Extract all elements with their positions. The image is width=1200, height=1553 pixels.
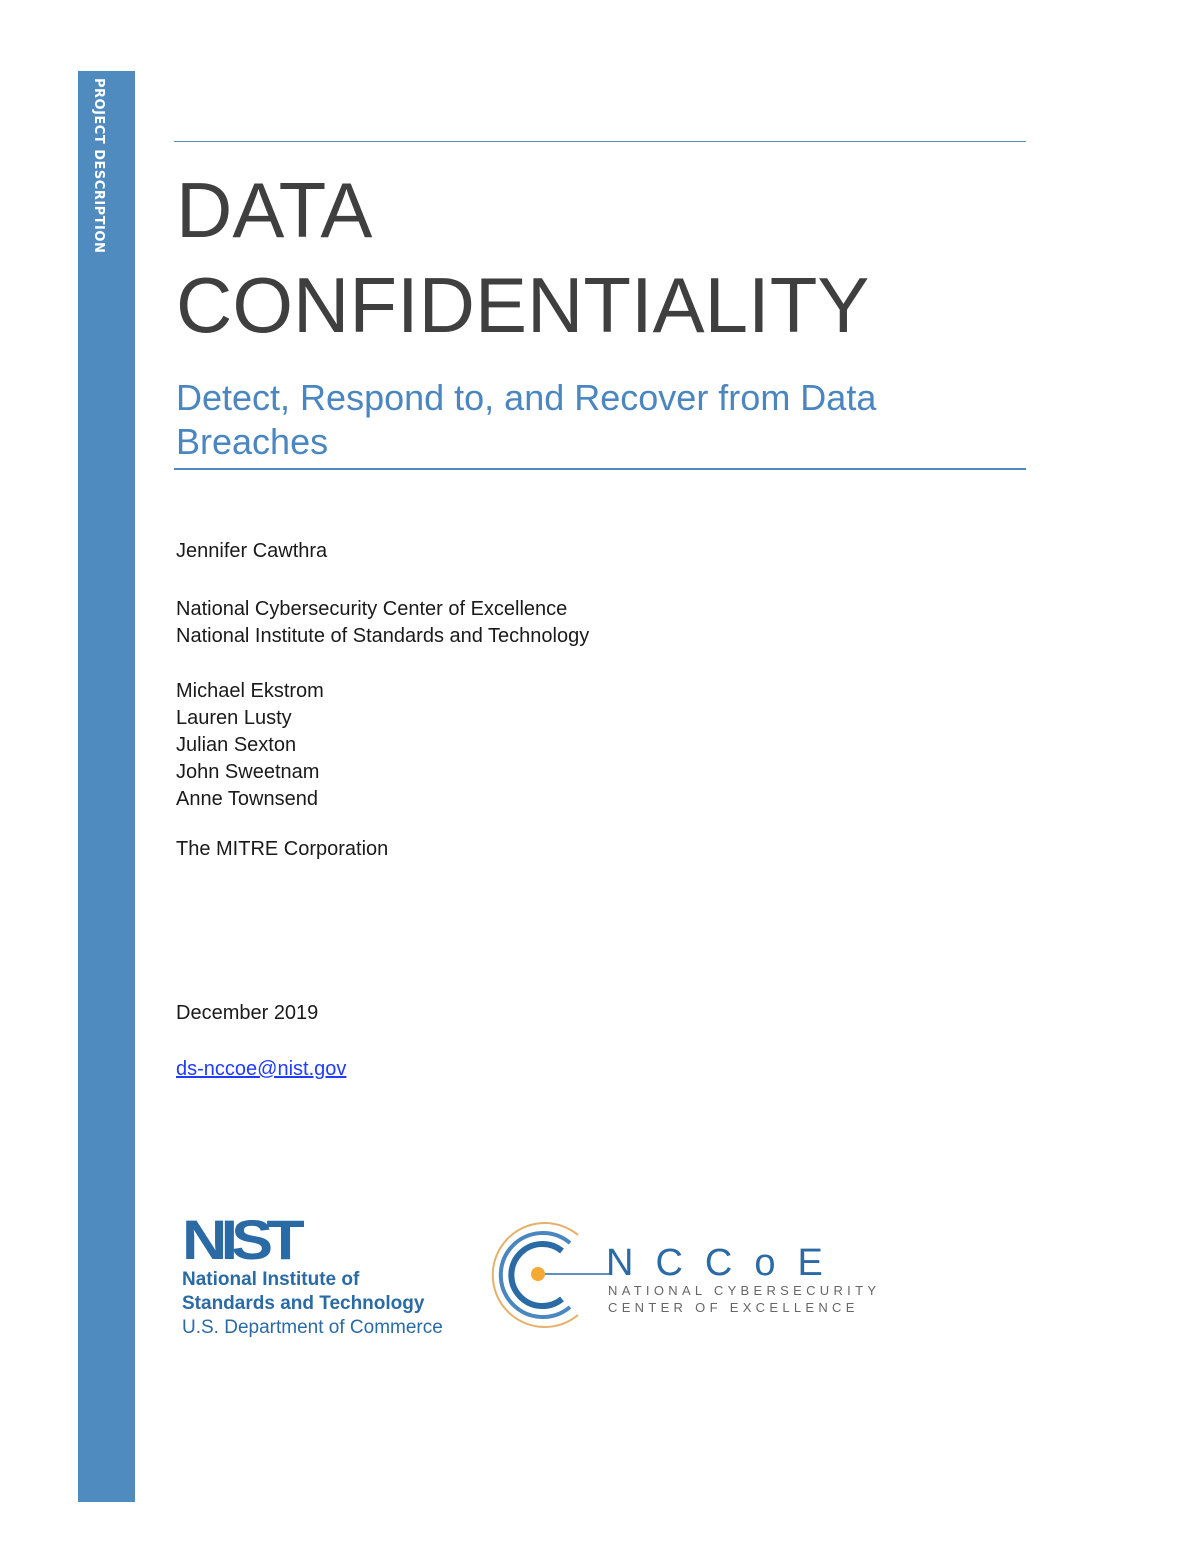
nist-logo-line-2: Standards and Technology — [182, 1293, 425, 1314]
author-2: Lauren Lusty — [176, 707, 292, 729]
nccoe-logo — [480, 1215, 881, 1340]
secondary-org: The MITRE Corporation — [176, 838, 389, 860]
author-1: Michael Ekstrom — [176, 680, 324, 702]
title-line-2: CONFIDENTIALITY — [176, 261, 870, 349]
nccoe-emblem-icon — [480, 1215, 610, 1335]
contact-email-link[interactable]: ds-nccoe@nist.gov — [176, 1058, 347, 1080]
nccoe-tagline-1: NATIONAL CYBERSECURITY — [608, 1283, 881, 1298]
publication-date: December 2019 — [176, 1002, 319, 1024]
title-line-1: DATA — [176, 166, 373, 254]
author-4: John Sweetnam — [176, 761, 320, 783]
nist-logo — [182, 1208, 443, 1340]
primary-author: Jennifer Cawthra — [176, 540, 328, 562]
bottom-divider — [174, 468, 1026, 470]
side-bar — [78, 71, 135, 1502]
top-divider — [174, 141, 1026, 142]
author-5: Anne Townsend — [176, 788, 318, 810]
nccoe-wordmark: NCCoE — [606, 1242, 845, 1284]
nist-logo-line-1: National Institute of — [182, 1269, 360, 1290]
nccoe-tagline-2: CENTER OF EXCELLENCE — [608, 1300, 859, 1315]
primary-org-2: National Institute of Standards and Technology — [176, 625, 590, 647]
nist-logo-line-3: U.S. Department of Commerce — [182, 1317, 443, 1338]
page-subtitle: Detect, Respond to, and Recover from Data Breaches — [176, 377, 877, 462]
author-3: Julian Sexton — [176, 734, 297, 756]
primary-org-1: National Cybersecurity Center of Excellence — [176, 598, 568, 620]
page-title — [176, 163, 869, 353]
document-type-label: PROJECT DESCRIPTION — [91, 78, 106, 254]
nist-wordmark: NIST — [182, 1208, 298, 1271]
